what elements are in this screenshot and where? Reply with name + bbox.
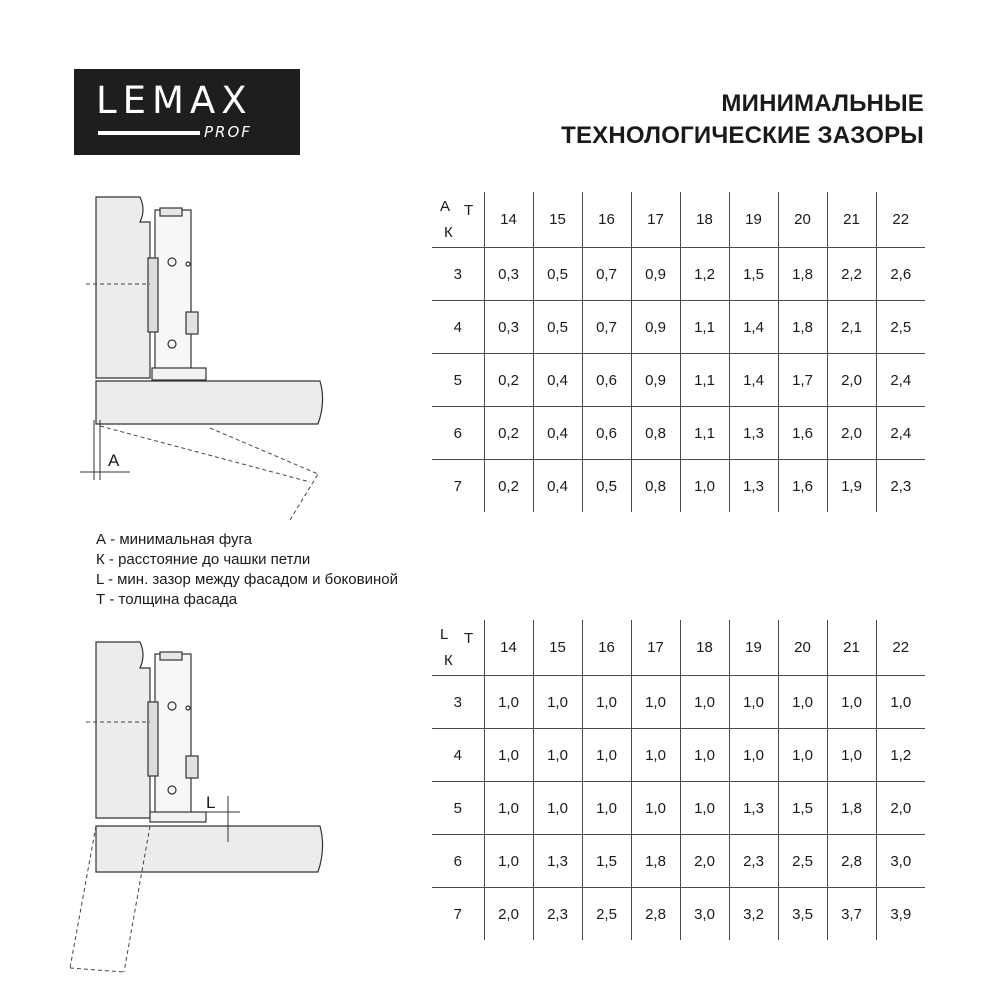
corner-row-label: К — [444, 651, 453, 669]
table-cell: 0,5 — [582, 460, 631, 513]
table-cell: 1,0 — [778, 676, 827, 729]
table-cell: 1,8 — [827, 782, 876, 835]
table-cell: 1,2 — [680, 248, 729, 301]
table-cell: 1,5 — [778, 782, 827, 835]
dimension-label-l: L — [206, 793, 216, 812]
col-header: 22 — [876, 192, 925, 248]
table-cell: 0,4 — [533, 354, 582, 407]
table-cell: 2,8 — [631, 888, 680, 941]
col-header: 21 — [827, 192, 876, 248]
table-cell: 2,5 — [778, 835, 827, 888]
table-cell: 1,0 — [876, 676, 925, 729]
table-cell: 1,3 — [729, 782, 778, 835]
row-header: 5 — [432, 354, 484, 407]
corner-top-label: А — [440, 197, 451, 215]
brand-logo — [74, 69, 300, 155]
table-row — [432, 888, 925, 941]
table-cell: 0,8 — [631, 460, 680, 513]
table-cell: 0,5 — [533, 248, 582, 301]
table-cell: 1,4 — [729, 354, 778, 407]
table-cell: 1,0 — [582, 782, 631, 835]
table-cell: 2,5 — [876, 301, 925, 354]
table-cell: 1,0 — [484, 676, 533, 729]
table-cell: 2,3 — [876, 460, 925, 513]
table-cell: 1,0 — [533, 729, 582, 782]
table-row — [432, 729, 925, 782]
table-row — [432, 676, 925, 729]
row-header: 3 — [432, 676, 484, 729]
corner-top-label: L — [440, 625, 449, 643]
table-cell: 1,8 — [631, 835, 680, 888]
logo-bar — [98, 131, 200, 135]
dimension-label-a: A — [108, 451, 120, 470]
col-header: 14 — [484, 620, 533, 676]
col-header: 20 — [778, 620, 827, 676]
table-cell: 1,1 — [680, 407, 729, 460]
table-row — [432, 782, 925, 835]
table-cell: 3,5 — [778, 888, 827, 941]
col-header: 20 — [778, 192, 827, 248]
table-cell: 1,8 — [778, 301, 827, 354]
table-cell: 2,0 — [484, 888, 533, 941]
col-header: 18 — [680, 620, 729, 676]
table-cell: 3,9 — [876, 888, 925, 941]
col-header: 19 — [729, 620, 778, 676]
table-cell: 0,9 — [631, 354, 680, 407]
table-cell: 1,0 — [729, 729, 778, 782]
table-cell: 1,0 — [680, 782, 729, 835]
table-cell: 1,8 — [778, 248, 827, 301]
table-cell: 0,7 — [582, 301, 631, 354]
table-cell: 2,2 — [827, 248, 876, 301]
table-cell: 2,6 — [876, 248, 925, 301]
table-cell: 1,0 — [680, 729, 729, 782]
page-title — [561, 88, 924, 152]
table-row — [432, 248, 925, 301]
table-cell: 1,1 — [680, 301, 729, 354]
col-header: 17 — [631, 620, 680, 676]
table-cell: 2,0 — [827, 407, 876, 460]
table-cell: 1,0 — [729, 676, 778, 729]
row-header: 4 — [432, 301, 484, 354]
table-corner — [432, 192, 484, 248]
table-cell: 0,2 — [484, 354, 533, 407]
table-cell: 1,3 — [533, 835, 582, 888]
title-line-1: МИНИМАЛЬНЫЕ — [721, 90, 924, 117]
row-header: 3 — [432, 248, 484, 301]
table-cell: 0,9 — [631, 248, 680, 301]
legend-item: L - мин. зазор между фасадом и боковиной — [96, 571, 398, 588]
table-cell: 2,4 — [876, 407, 925, 460]
table-cell: 0,2 — [484, 407, 533, 460]
table-cell: 1,3 — [729, 460, 778, 513]
row-header: 6 — [432, 407, 484, 460]
table-row — [432, 407, 925, 460]
table-cell: 3,0 — [680, 888, 729, 941]
table-row — [432, 460, 925, 513]
table-cell: 1,2 — [876, 729, 925, 782]
table-cell: 1,5 — [729, 248, 778, 301]
table-cell: 0,7 — [582, 248, 631, 301]
table-cell: 2,8 — [827, 835, 876, 888]
table-cell: 2,1 — [827, 301, 876, 354]
col-header: 22 — [876, 620, 925, 676]
col-header: 17 — [631, 192, 680, 248]
table-cell: 1,0 — [827, 676, 876, 729]
row-header: 7 — [432, 460, 484, 513]
table-cell: 1,0 — [631, 782, 680, 835]
table-cell: 1,4 — [729, 301, 778, 354]
row-header: 6 — [432, 835, 484, 888]
table-cell: 0,6 — [582, 407, 631, 460]
table-cell: 2,0 — [876, 782, 925, 835]
table-cell: 2,3 — [729, 835, 778, 888]
table-row — [432, 301, 925, 354]
table-cell: 2,0 — [827, 354, 876, 407]
legend-item: Т - толщина фасада — [96, 591, 238, 608]
corner-col-label: Т — [464, 629, 474, 647]
table-cell: 1,6 — [778, 460, 827, 513]
table-cell: 0,9 — [631, 301, 680, 354]
table-cell: 1,0 — [484, 835, 533, 888]
table-cell: 2,0 — [680, 835, 729, 888]
corner-row-label: К — [444, 223, 453, 241]
table-cell: 3,2 — [729, 888, 778, 941]
table-cell: 1,9 — [827, 460, 876, 513]
row-header: 7 — [432, 888, 484, 941]
legend-item: К - расстояние до чашки петли — [96, 551, 311, 568]
table-cell: 2,4 — [876, 354, 925, 407]
table-cell: 0,3 — [484, 301, 533, 354]
table-cell: 1,3 — [729, 407, 778, 460]
gap-table — [432, 620, 925, 940]
table-cell: 3,7 — [827, 888, 876, 941]
col-header: 15 — [533, 192, 582, 248]
col-header: 15 — [533, 620, 582, 676]
row-header: 4 — [432, 729, 484, 782]
table-cell: 1,0 — [778, 729, 827, 782]
table-cell: 1,0 — [533, 782, 582, 835]
col-header: 18 — [680, 192, 729, 248]
table-cell: 1,7 — [778, 354, 827, 407]
table-cell: 1,0 — [631, 676, 680, 729]
table-cell: 1,0 — [582, 676, 631, 729]
row-header: 5 — [432, 782, 484, 835]
col-header: 16 — [582, 192, 631, 248]
table-cell: 0,4 — [533, 460, 582, 513]
table-header-row — [432, 192, 925, 248]
legend-item: А - минимальная фуга — [96, 531, 252, 548]
table-cell: 0,4 — [533, 407, 582, 460]
corner-col-label: Т — [464, 201, 474, 219]
hinge-diagram-gap — [0, 630, 420, 980]
legend — [96, 530, 398, 610]
table-corner — [432, 620, 484, 676]
table-cell: 0,5 — [533, 301, 582, 354]
table-cell: 0,6 — [582, 354, 631, 407]
col-header: 16 — [582, 620, 631, 676]
table-cell: 1,0 — [680, 460, 729, 513]
table-cell: 1,0 — [484, 782, 533, 835]
table-cell: 1,0 — [827, 729, 876, 782]
table-cell: 2,3 — [533, 888, 582, 941]
col-header: 19 — [729, 192, 778, 248]
table-cell: 0,3 — [484, 248, 533, 301]
table-cell: 1,0 — [533, 676, 582, 729]
table-cell: 1,0 — [582, 729, 631, 782]
table-cell: 1,0 — [631, 729, 680, 782]
table-row — [432, 835, 925, 888]
table-header-row — [432, 620, 925, 676]
table-cell: 1,6 — [778, 407, 827, 460]
table-cell: 0,2 — [484, 460, 533, 513]
table-cell: 3,0 — [876, 835, 925, 888]
brand-name: LEMAX — [96, 79, 253, 122]
brand-sub: PROF — [204, 123, 252, 141]
table-cell: 1,1 — [680, 354, 729, 407]
col-header: 14 — [484, 192, 533, 248]
col-header: 21 — [827, 620, 876, 676]
hinge-diagram-fuga — [0, 180, 420, 530]
fuga-table — [432, 192, 925, 512]
table-cell: 2,5 — [582, 888, 631, 941]
table-row — [432, 354, 925, 407]
table-cell: 0,8 — [631, 407, 680, 460]
title-line-2: ТЕХНОЛОГИЧЕСКИЕ ЗАЗОРЫ — [561, 122, 924, 149]
table-cell: 1,5 — [582, 835, 631, 888]
table-cell: 1,0 — [680, 676, 729, 729]
table-cell: 1,0 — [484, 729, 533, 782]
